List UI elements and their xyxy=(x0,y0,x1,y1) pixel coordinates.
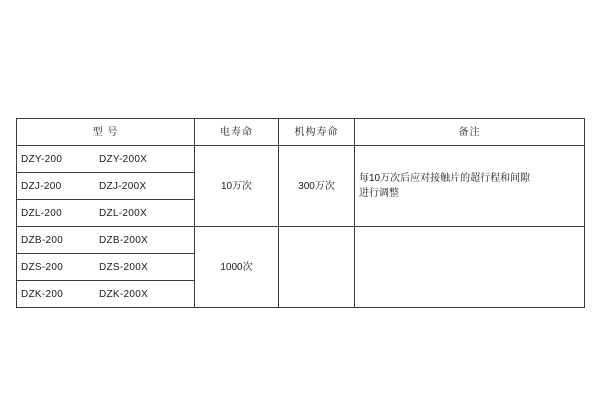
model-code-secondary: DZY-200X xyxy=(99,153,148,165)
model-cell xyxy=(17,281,195,308)
model-cell xyxy=(17,173,195,200)
mechanical-life-group-2 xyxy=(279,227,355,308)
table-header-row xyxy=(17,119,585,146)
model-code-primary: DZJ-200 xyxy=(21,180,62,192)
remarks-line-1: 每10万次后应对接触片的超行程和间隙 xyxy=(359,173,531,184)
remarks-group-2 xyxy=(355,227,585,308)
model-cell xyxy=(17,200,195,227)
table-row xyxy=(17,227,585,254)
model-code-primary: DZL-200 xyxy=(21,207,63,219)
column-header-mechanical-life: 机构寿命 xyxy=(279,119,355,146)
table-row xyxy=(17,146,585,173)
model-code-primary: DZK-200 xyxy=(21,288,64,300)
model-code-secondary: DZK-200X xyxy=(99,288,149,300)
model-code-secondary: DZB-200X xyxy=(99,234,149,246)
column-header-electrical-life: 电寿命 xyxy=(195,119,279,146)
remarks-line-2: 进行调整 xyxy=(359,188,399,199)
model-code-secondary: DZS-200X xyxy=(99,261,149,273)
model-code-primary: DZS-200 xyxy=(21,261,64,273)
specification-table xyxy=(16,118,585,308)
model-code-primary: DZB-200 xyxy=(21,234,64,246)
electrical-life-group-2: 1000次 xyxy=(195,227,279,308)
model-code-primary: DZY-200 xyxy=(21,153,63,165)
remarks-group-1 xyxy=(355,146,585,227)
model-code-secondary: DZJ-200X xyxy=(99,180,147,192)
column-header-remarks: 备注 xyxy=(355,119,585,146)
model-cell xyxy=(17,254,195,281)
model-cell xyxy=(17,146,195,173)
electrical-life-group-1: 10万次 xyxy=(195,146,279,227)
model-code-secondary: DZL-200X xyxy=(99,207,147,219)
mechanical-life-group-1: 300万次 xyxy=(279,146,355,227)
model-cell xyxy=(17,227,195,254)
column-header-model: 型 号 xyxy=(17,119,195,146)
